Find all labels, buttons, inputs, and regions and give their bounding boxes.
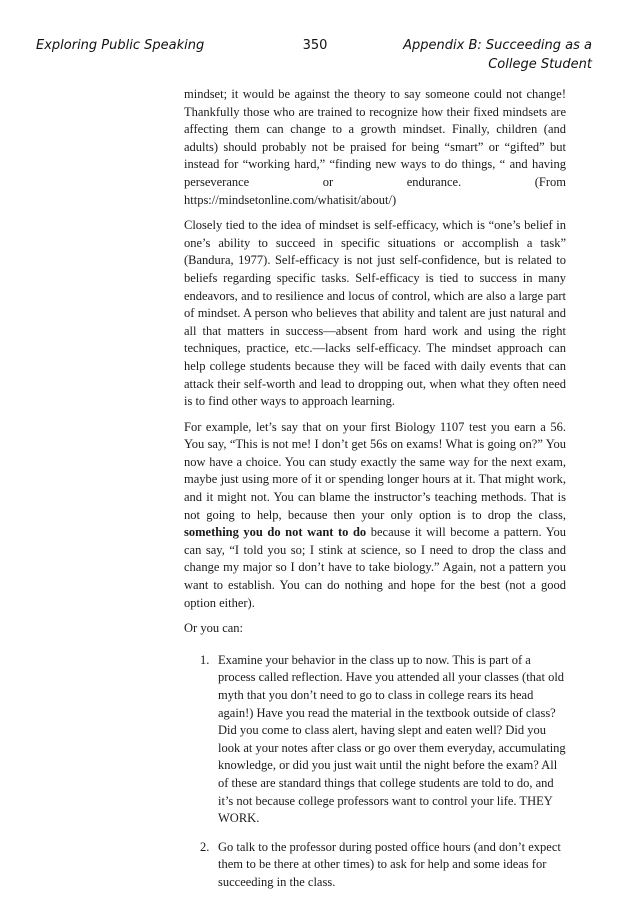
- chapter-title: [403, 36, 592, 74]
- emphasis-text: something you do not want to do: [184, 525, 367, 540]
- chapter-title-line-1: Appendix B: Succeeding as a: [403, 38, 592, 53]
- list-item-text: Examine your behavior in the class up to now. This is part of a process called reflection. Have you attended all your classes (that old myth that you don’t need to go to class in college rears its head again!) Have you read the material in the textbook outside of class? Did you come to class alert, having slept and eaten well? Did you look at your notes after class or go over them everyday, accumulating knowledge, or did you just wait until the night before the exam? All of these are standard things that college students are told to do, and it’s not because college professors want to control your life. THEY WORK.: [218, 652, 566, 826]
- list-item-text: Go talk to the professor during posted office hours (and don’t expect them to be there at other times) to ask for help and some ideas for succeeding in the class.: [218, 839, 561, 889]
- paragraph-mindset-continued: mindset; it would be against the theory to say someone could not change! Thankfully those who are trained to recognize how their fixed mindsets are affecting them can change to a growth mindset. Finally, children (and adults) should probably not be praised for being “smart” or “gifted” but instead for “working hard,” “finding new ways to do things, “ and having perseverance or endurance. (From https://mindsetonline.com/whatisit/about/): [184, 87, 566, 207]
- book-title: Exploring Public Speaking: [36, 38, 205, 53]
- page-number: 350: [302, 38, 328, 53]
- biology-example-text-end: because it will become a pattern. You can say, “I told you so; I stink at science, so I need to drop the class and change my major so I don’t have to take biology.” Again, not a pattern you want to establish. You can do nothing and hope for the best (not a good option either).: [184, 525, 566, 610]
- biology-example-text-start: For example, let’s say that on your first Biology 1107 test you earn a 56. You say, “This is not me! I don’t get 56s on exams! What is going on?” You now have a choice. You can study exactly the same way for the next exam, maybe just using more of it or spending longer hours at it. That might work, and it might not. You can blame the instructor’s teaching methods. That is not going to help, because then your only option is to drop the class,: [184, 419, 566, 522]
- chapter-title-line-2: College Student: [488, 57, 592, 72]
- options-list: [184, 652, 566, 892]
- paragraph-biology-example: [184, 419, 566, 613]
- list-item: [184, 652, 566, 828]
- page-body: [184, 86, 566, 903]
- paragraph-self-efficacy: Closely tied to the idea of mindset is self-efficacy, which is “one’s belief in one’s ability to succeed in specific situations or accomplish a task” (Bandura, 1977). Self-efficacy is not just self-confidence, but is related to beliefs regarding specific tasks. Self-efficacy is tied to success in many endeavors, and to resilience and locus of control, which are also a large part of mindset. A person who believes that ability and talent are just natural and all that matters in success—absent from hard work and using the right techniques, practice, etc.—lacks self-efficacy. The mindset approach can help college students because they will be faced with daily events that can attack their self-worth and lead to dropping out, when what they often need is to find other ways to approach learning.: [184, 218, 566, 409]
- list-item: [184, 839, 566, 892]
- list-item-number: 2.: [200, 839, 210, 854]
- paragraph-or-you-can: Or you can:: [184, 621, 244, 636]
- list-item-number: 1.: [200, 652, 210, 667]
